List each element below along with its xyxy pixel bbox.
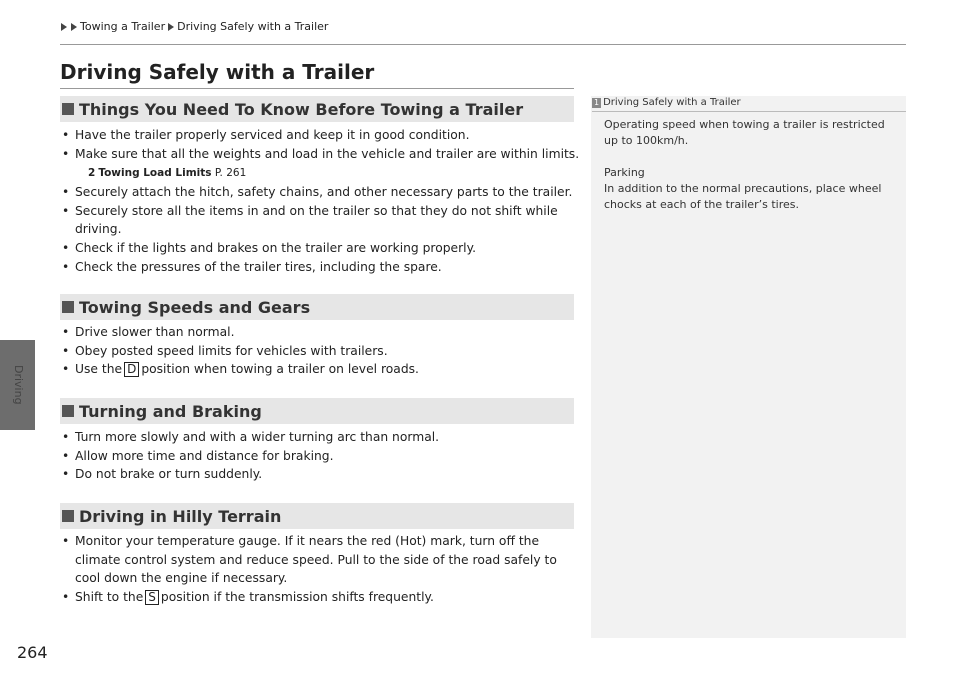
gear-s-key: S [145,590,159,605]
bullet-list [60,126,580,276]
section-heading [60,294,574,320]
list-item-text: Check the pressures of the trailer tires, including the spare. [75,259,442,274]
note-title: Driving Safely with a Trailer [603,97,741,108]
breadcrumb-item[interactable]: Driving Safely with a Trailer [177,20,329,33]
bullet-icon: • [62,534,70,548]
bullet-icon: • [62,203,70,218]
list-item-text: position if the transmission shifts frequently. [160,589,434,604]
breadcrumb-item[interactable]: Towing a Trailer [80,20,166,33]
list-item-text: Securely store all the items in and on the trailer so that they do not shift while driving. [75,203,558,237]
section-heading [60,398,574,424]
list-item-text: Have the trailer properly serviced and keep it in good condition. [75,128,470,142]
list-item-text: Shift to the [75,589,144,604]
section-square-icon [62,301,74,313]
list-item [60,258,580,277]
gear-d-key: D [124,362,139,377]
note-paragraph: Operating speed when towing a trailer is restricted up to 100km/h. [604,118,885,147]
note-subtitle: Parking [604,166,645,179]
note-paragraph: In addition to the normal precautions, place wheel chocks at each of the trailer’s tires. [604,182,882,211]
section-heading-text: Turning and Braking [79,401,262,421]
page-title: Driving Safely with a Trailer [60,60,375,84]
list-item [60,239,580,258]
list-item [60,342,580,361]
bullet-icon: • [62,448,70,463]
bullet-icon: • [62,240,70,255]
list-item-text: position when towing a trailer on level roads. [141,362,419,377]
list-item [60,465,580,484]
list-item-text: Use the [75,362,123,377]
reference-label[interactable]: Towing Load Limits [98,167,212,180]
list-item-text: Obey posted speed limits for vehicles with trailers. [75,343,388,358]
list-item-text: Monitor your temperature gauge. If it nears the red (Hot) mark, turn off the climate control system and reduce speed. Pull to the side of the road safely to cool down the engine if necessary. [75,534,557,586]
reference-page[interactable]: P. 261 [214,167,247,180]
list-item-text: Check if the lights and brakes on the trailer are working properly. [75,240,477,255]
bullet-icon: • [62,146,70,161]
list-item-text: Allow more time and distance for braking. [75,448,334,463]
list-item-text: Make sure that all the weights and load in the vehicle and trailer are within limits. [75,146,580,161]
list-item [60,588,580,607]
bullet-list [60,532,580,606]
list-item [60,145,580,164]
section-heading-text: Towing Speeds and Gears [79,297,311,317]
list-item [60,360,580,379]
breadcrumb-arrow-icon [71,23,77,31]
list-item [60,126,580,145]
bullet-icon: • [62,343,70,358]
title-divider [60,88,574,89]
breadcrumb-arrow-icon [61,23,67,31]
section-square-icon [62,510,74,522]
page-number: 264 [17,643,48,662]
note-spacer [604,149,894,165]
bullet-icon: • [62,589,70,604]
chapter-side-label: Driving [12,365,25,405]
breadcrumb [60,20,328,33]
note-heading [592,97,741,108]
bullet-icon: • [62,128,70,142]
breadcrumb-arrow-icon [168,23,174,31]
bullet-icon: • [62,185,70,200]
bullet-list [60,428,580,484]
list-item-text: Do not brake or turn suddenly. [75,467,263,482]
cross-reference[interactable] [60,163,580,183]
section-square-icon [62,405,74,417]
header-divider [60,44,906,45]
list-item-text: Turn more slowly and with a wider turning arc than normal. [75,430,440,444]
section-heading-text: Driving in Hilly Terrain [79,506,282,526]
bullet-icon: • [62,325,70,339]
list-item [60,532,580,588]
section-heading [60,503,574,529]
bullet-list [60,323,580,379]
list-item [60,428,580,447]
list-item-text: Drive slower than normal. [75,325,235,339]
reference-arrow-icon: 2 [88,167,96,180]
list-item [60,323,580,342]
list-item [60,202,565,239]
list-item [60,183,580,202]
note-body [604,117,894,213]
section-heading-text: Things You Need To Know Before Towing a Trailer [79,99,524,119]
note-divider [592,111,906,112]
bullet-icon: • [62,467,70,482]
bullet-icon: • [62,362,70,377]
list-item-text: Securely attach the hitch, safety chains, and other necessary parts to the trailer. [75,185,573,200]
section-heading [60,96,574,122]
bullet-icon: • [62,430,70,444]
list-item [60,447,580,466]
note-marker-icon: 1 [594,97,600,107]
bullet-icon: • [62,259,70,274]
section-square-icon [62,103,74,115]
